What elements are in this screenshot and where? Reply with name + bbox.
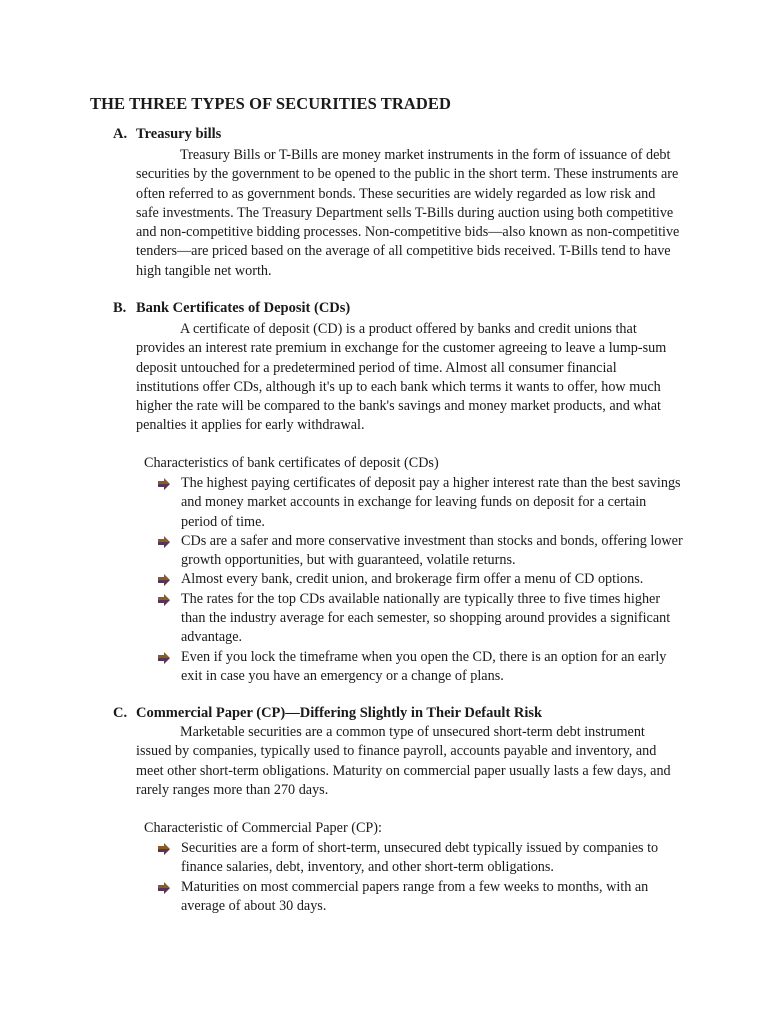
- section-heading: [113, 300, 350, 317]
- section-heading-text: Treasury bills: [136, 126, 222, 142]
- paragraph-text: Marketable securities are a common type of unsecured short-term debt instrument issued by companies, typically used to finance payroll, accounts payable and inventory, and meet other short-term obligations. Maturity on commercial paper usually lasts a few days, and rarely ranges more than 270 days.: [136, 724, 671, 798]
- list-item: Securities are a form of short-term, unsecured debt typically issued by companies to finance salaries, debt, inventory, and other short-term obligations.: [156, 839, 684, 878]
- section-heading: [113, 126, 221, 143]
- paragraph-text: Treasury Bills or T-Bills are money market instruments in the form of issuance of debt securities by the government to be opened to the public in the short term. These instruments are often referred to as government bonds. These securities are widely regarded as low risk and safe investments. The Treasury Department sells T-Bills during auction using both competitive and non-competitive bidding processes. Non-competitive bids—also known as non-competitive tenders—are priced based on the average of all competitive bids received. T-Bills tend to have high tangible net worth.: [136, 147, 680, 279]
- characteristics-title: Characteristic of Commercial Paper (CP):: [144, 820, 382, 836]
- arrow-bullet-icon: [157, 651, 171, 663]
- list-item: CDs are a safer and more conservative investment than stocks and bonds, offering lower growth opportunities, but with guaranteed, volatile returns.: [156, 532, 684, 571]
- section-paragraph: [136, 146, 680, 281]
- section-heading-text: Bank Certificates of Deposit (CDs): [136, 300, 351, 316]
- section-heading: [113, 705, 542, 722]
- arrow-bullet-icon: [157, 881, 171, 893]
- arrow-bullet-icon: [157, 535, 171, 547]
- arrow-bullet-icon: [157, 573, 171, 585]
- characteristics-list: [156, 474, 684, 686]
- characteristics-title: Characteristics of bank certificates of deposit (CDs): [144, 455, 439, 471]
- section-paragraph: [136, 723, 680, 800]
- list-item: The rates for the top CDs available nationally are typically three to five times higher than the industry average for each semester, so shopping around provides a significant advantage.: [156, 590, 684, 648]
- section-paragraph: [136, 320, 680, 436]
- section-letter: B.: [113, 300, 127, 316]
- list-item: Maturities on most commercial papers range from a few weeks to months, with an average of about 30 days.: [156, 878, 684, 917]
- list-item: Almost every bank, credit union, and brokerage firm offer a menu of CD options.: [156, 570, 684, 589]
- characteristics-list: [156, 839, 684, 916]
- section-letter: C.: [113, 705, 128, 721]
- section-heading-text: Commercial Paper (CP)—Differing Slightly in Their Default Risk: [136, 705, 543, 721]
- arrow-bullet-icon: [157, 477, 171, 489]
- document-title: THE THREE TYPES OF SECURITIES TRADED: [90, 94, 452, 113]
- arrow-bullet-icon: [157, 593, 171, 605]
- paragraph-text: A certificate of deposit (CD) is a product offered by banks and credit unions that provides an interest rate premium in exchange for the customer agreeing to leave a lump-sum deposit untouched for a predetermined period of time. Almost all consumer financial institutions offer CDs, although it's up to each bank which terms it wants to offer, how much higher the rate will be compared to the bank's savings and money market products, and what penalties it applies for early withdrawal.: [136, 321, 667, 434]
- list-item: The highest paying certificates of deposit pay a higher interest rate than the best savings and money market accounts in exchange for leaving funds on deposit for a certain period of time.: [156, 474, 684, 532]
- section-letter: A.: [113, 126, 128, 142]
- arrow-bullet-icon: [157, 842, 171, 854]
- list-item: Even if you lock the timeframe when you open the CD, there is an option for an early exit in case you have an emergency or a change of plans.: [156, 648, 684, 687]
